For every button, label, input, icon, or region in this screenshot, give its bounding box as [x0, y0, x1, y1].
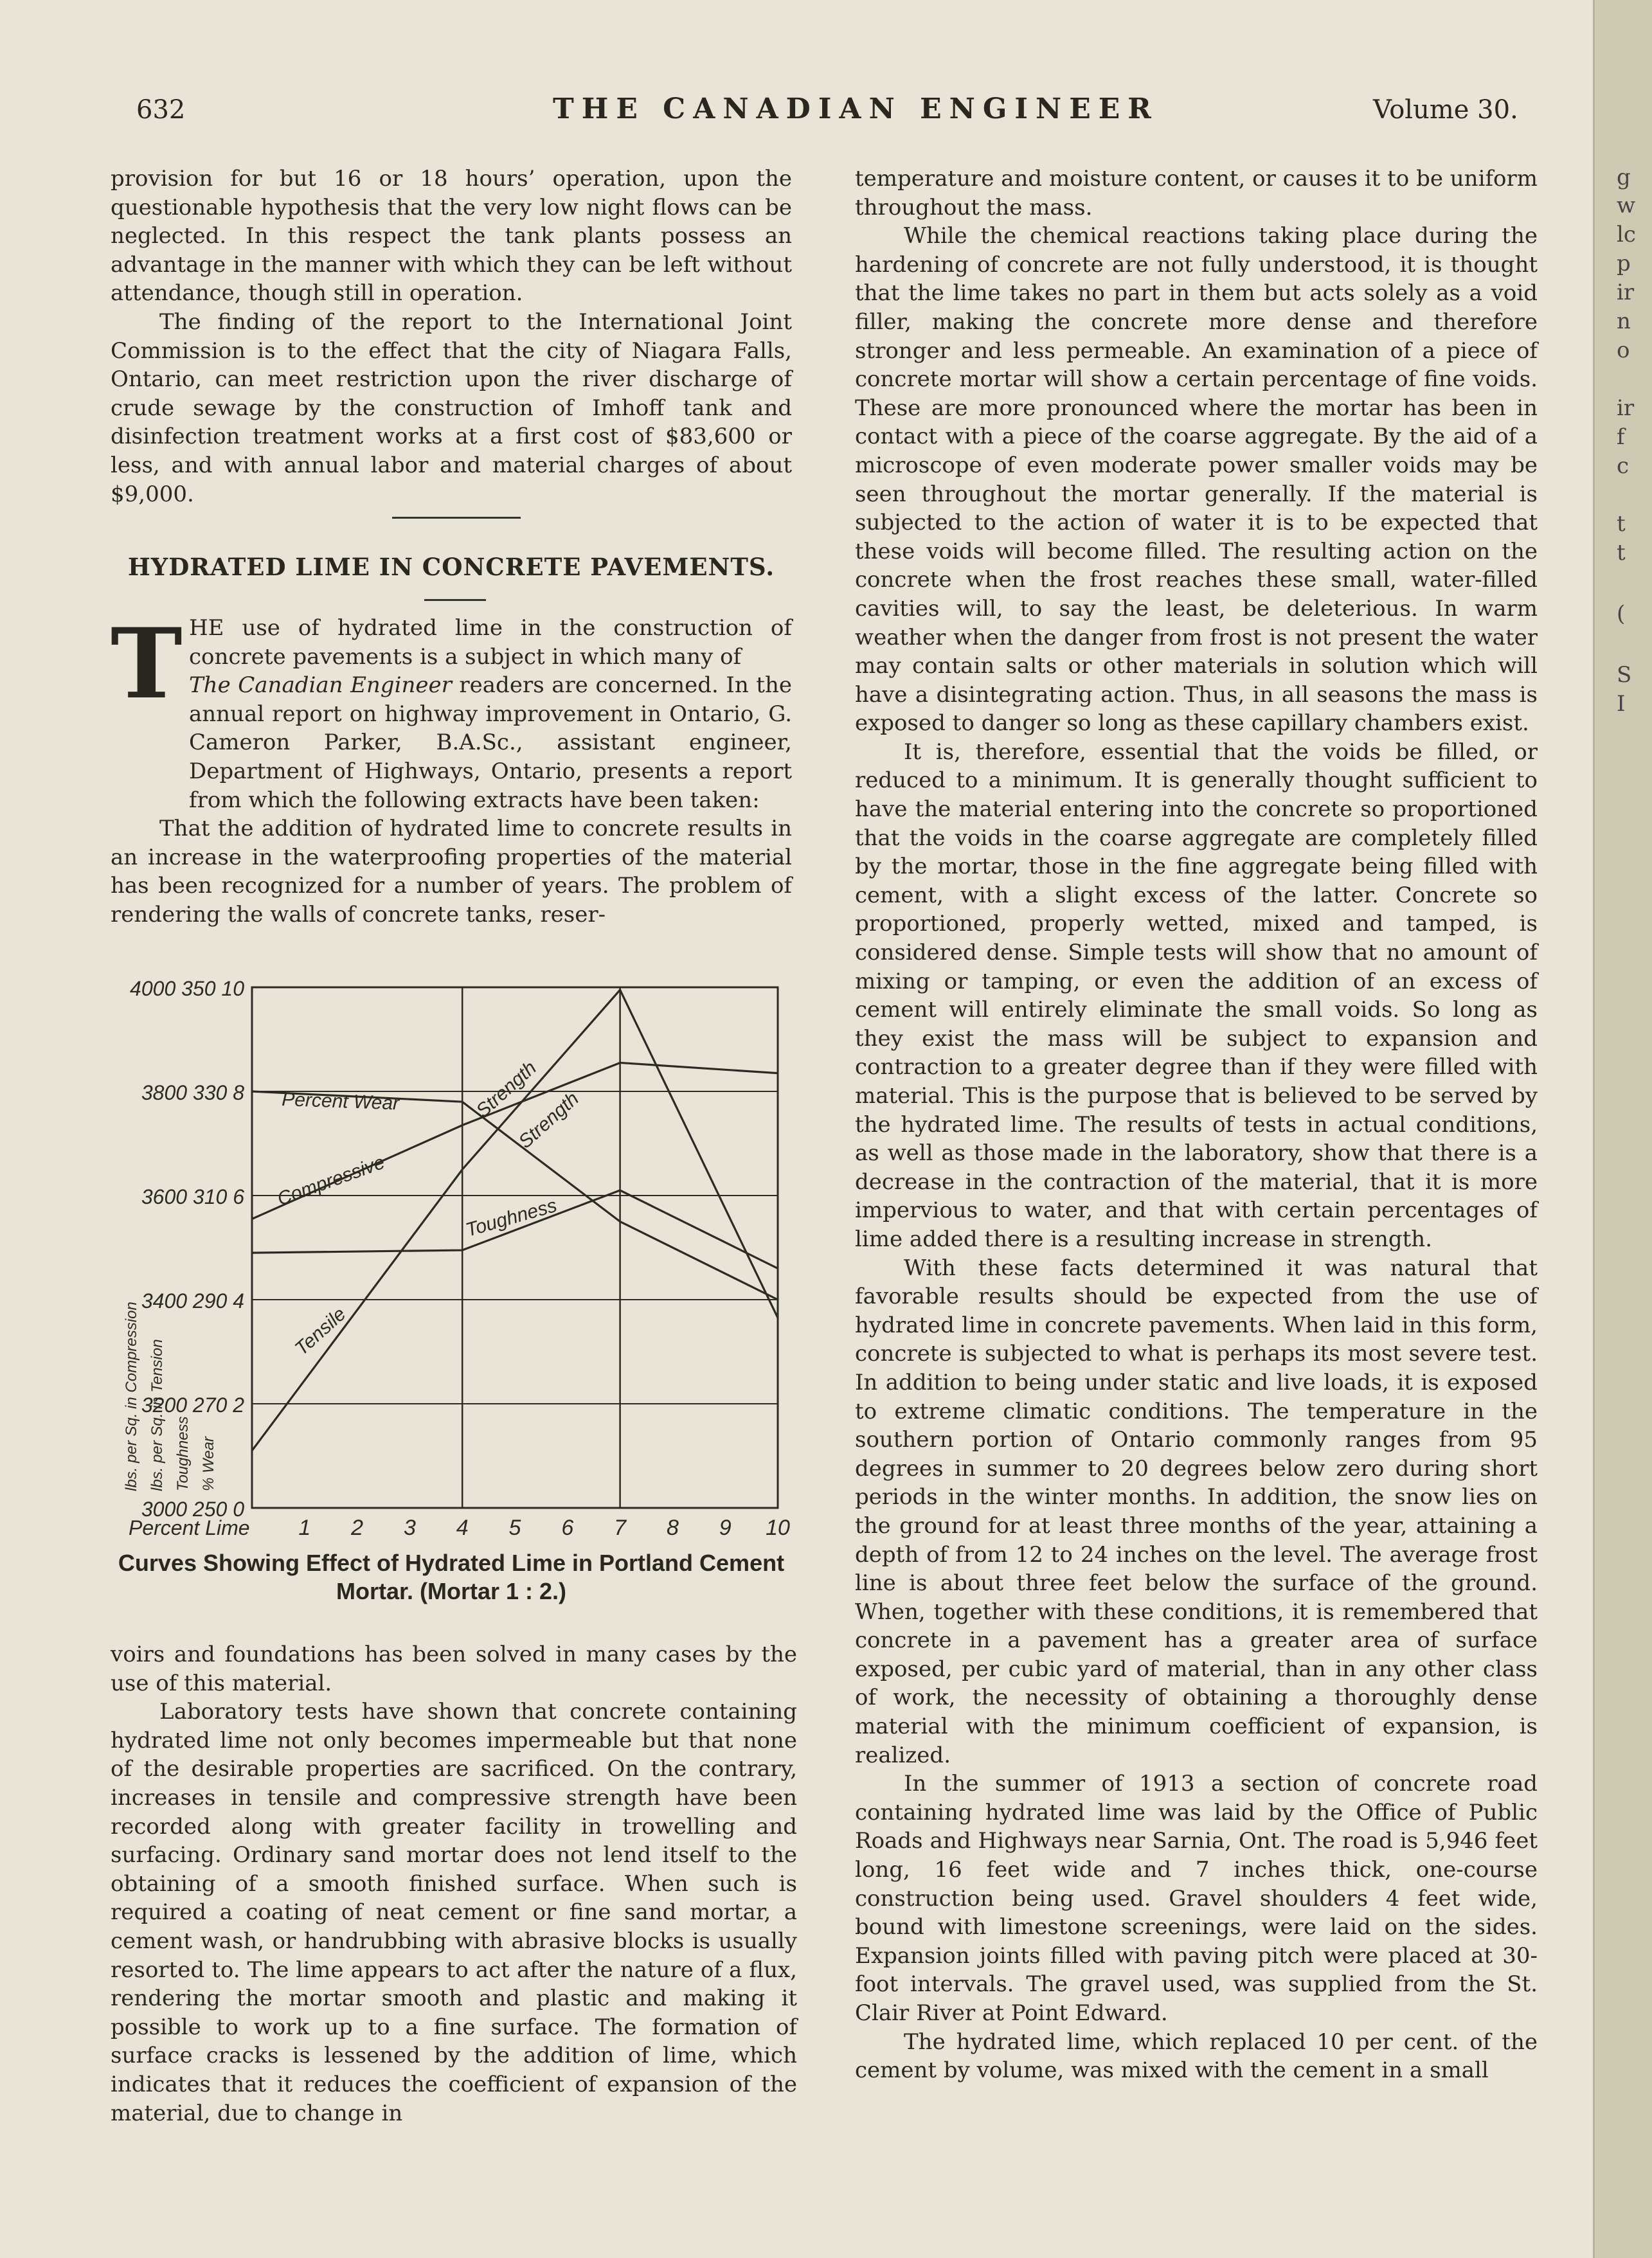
y-tick-label: 3400 290 4 — [141, 1289, 244, 1313]
adjacent-page-edge — [1593, 0, 1652, 2258]
paragraph: Laboratory tests have shown that concrete containing hydrated lime not only becomes impermeable but that none of the desirable properties are sacrificed. On the contrary, increases in tensile and compressive strength have been recorded along with greater facility in trowelling and surfacing. Ordinary sand mortar does not lend itself to the obtaining of a smooth finished surface. When such is required a coating of neat cement or fine sand mortar, a cement wash, or handrubbing with abrasive blocks is usually resorted to. The lime appears to act after the nature of a flux, rendering the mortar smooth and plastic and making it possible to work up to a fine surface. The formation of surface cracks is lessened by the addition of lime, which indicates that it reduces the coefficient of expansion of the material, due to change in — [111, 1699, 797, 2126]
edge-fragment: c — [1617, 453, 1630, 479]
series-label-toughness: Toughness — [463, 1194, 559, 1241]
x-tick-label: 4 — [456, 1516, 469, 1540]
paragraph: That the addition of hydrated lime to concrete results in an increase in the waterproofing properties of the material has been recognized for a number of years. The problem of rendering the walls of concrete tanks, reser- — [111, 816, 792, 927]
x-tick-label: 10 — [766, 1516, 790, 1540]
edge-fragment: w — [1617, 193, 1636, 219]
right-column — [855, 165, 1538, 2085]
series-line — [252, 1190, 778, 1269]
left-column-top — [111, 165, 792, 508]
x-tick-label: 6 — [561, 1516, 574, 1540]
edge-fragment: I — [1617, 691, 1626, 717]
paragraph: It is, therefore, essential that the voids be filled, or reduced to a minimum. It is generally thought sufficient to have the material entering into the concrete so proportioned that the voids in the coarse aggregate are completely filled by the mortar, those in the fine aggregate being filled with cement, with a slight excess of the latter. Concrete so proportioned, properly wetted, mixed and tamped, is considered dense. Simple tests will show that no amount of mixing or tamping, or even the addition of an excess of cement will entirely eliminate the small voids. So long as they exist the mass will be subject to expansion and contraction to a greater degree than if they were filled with material. This is the purpose that is believed to be served by the hydrated lime. The results of tests in actual conditions, as well as those made in the laboratory, show that there is a decrease in the contraction of the material, that it is more impervious to water, and that with certain percentages of lime added there is a resulting increase in strength. — [855, 739, 1538, 1252]
paragraph: temperature and moisture content, or causes it to be uniform throughout the mass. — [855, 166, 1538, 220]
edge-fragment: f — [1617, 424, 1625, 450]
edge-fragment: t — [1617, 511, 1626, 537]
y-tick-label: 3800 330 8 — [141, 1081, 244, 1104]
plot-frame — [252, 987, 778, 1508]
left-column-bottom — [111, 1640, 797, 2128]
edge-fragment: S — [1617, 662, 1632, 688]
x-tick-label: 7 — [614, 1516, 627, 1540]
edge-fragment: lc — [1617, 222, 1636, 247]
paragraph: In the summer of 1913 a section of concrete road containing hydrated lime was laid by the Office of Public Roads and Highways near Sarnia, Ont. The road is 5,946 feet long, 16 feet wide and 7 inches thick, one-course construction being used. Gravel shoulders 4 feet wide, bound with limestone screenings, were laid on the sides. Expansion joints filled with paving pitch were placed at 30-foot intervals. The gravel used, was supplied from the St. Clair River at Point Edward. — [855, 1771, 1538, 2026]
series-label-compressive: Compressive — [274, 1151, 388, 1210]
x-tick-label: 1 — [298, 1516, 311, 1540]
edge-fragment: o — [1617, 337, 1630, 363]
y-axis-label: Toughness — [174, 1416, 192, 1491]
x-tick-label: 3 — [403, 1516, 416, 1540]
y-axis-label: % Wear — [200, 1437, 217, 1491]
edge-fragment: p — [1617, 251, 1631, 276]
y-tick-label: 3200 270 2 — [141, 1393, 244, 1417]
page-number: 632 — [136, 95, 186, 125]
edge-fragment: ( — [1617, 601, 1626, 627]
edge-fragment: g — [1617, 165, 1631, 190]
paragraph: While the chemical reactions taking place during the hardening of concrete are not fully understood, it is thought that the lime takes no part in them but acts solely as a void filler, making the concrete more dense and therefore stronger and less permeable. An examination of a piece of concrete mortar will show a certain percentage of fine voids. These are more pronounced where the mortar has been in contact with a piece of the coarse aggregate. By the aid of a microscope of even moderate power smaller voids may be seen throughout the mortar generally. If the material is subjected to the action of water it is to be expected that these voids will become filled. The resulting action on the concrete when the frost reaches these small, water-filled cavities will, to say the least, be deleterious. In warm weather when the danger from frost is not present the water may contain salts or other materials in solution which will have a disintegrating action. Thus, in all seasons the mass is exposed to danger so long as these capillary chambers exist. — [855, 223, 1538, 737]
series-label-strength: Strength — [472, 1057, 541, 1122]
edge-fragment: ir — [1617, 395, 1635, 421]
y-tick-label: 3600 310 6 — [141, 1185, 244, 1208]
paragraph: provision for but 16 or 18 hours’ operation, upon the questionable hypothesis that the very low night flows can be neglected. In this respect the tank plants possess an advantage in the manner with which they can be left without attendance, though still in operation. — [111, 166, 792, 307]
edge-fragment: n — [1617, 309, 1631, 334]
journal-title: THE CANADIAN ENGINEER — [553, 93, 1159, 125]
figure-caption: Curves Showing Effect of Hydrated Lime in Portland Cement Mortar. (Mortar 1 : 2.) — [118, 1550, 785, 1604]
edge-fragment: t — [1617, 540, 1626, 566]
series-label-percent-wear: Percent Wear — [281, 1089, 400, 1115]
y-tick-label: 4000 350 10 — [130, 977, 244, 1000]
article-title: HYDRATED LIME IN CONCRETE PAVEMENTS. — [127, 553, 775, 581]
intro-first-line: HE use of hydrated lime in the construction of concrete pavements is a subject in which many of — [189, 615, 792, 670]
page-header — [0, 95, 1543, 134]
paragraph: The hydrated lime, which replaced 10 per cent. of the cement by volume, was mixed with the cement in a small — [855, 2029, 1538, 2084]
x-axis-label: Percent Lime — [129, 1516, 250, 1539]
edge-fragment: ir — [1617, 280, 1635, 305]
x-tick-label: 2 — [351, 1516, 364, 1540]
x-tick-label: 9 — [719, 1516, 732, 1540]
title-rule — [424, 599, 486, 601]
x-tick-label: 5 — [508, 1516, 521, 1540]
volume-label: Volume 30. — [1373, 95, 1518, 125]
journal-name-italic: The Canadian Engineer — [189, 672, 452, 699]
series-label-strength: Strength — [514, 1088, 583, 1153]
paragraph: With these facts determined it was natural that favorable results should be expected from the use of hydrated lime in concrete pavements. When laid in this form, concrete is subjected to what is perhaps its most severe test. In addition to being under static and live loads, it is exposed to extreme climatic conditions. The temperature in the southern portion of Ontario commonly ranges from 95 degrees in summer to 20 degrees below zero during short periods in the winter months. In addition, the snow lies on the ground for at least three months of the year, attaining a depth of from 12 to 24 inches on the level. The average frost line is about three feet below the surface of the ground. When, together with these conditions, it is remembered that concrete in a pavement has a greater area of surface exposed, per cubic yard of material, than in any other class of work, the necessity of obtaining a thoroughly dense material with the minimum coefficient of expansion, is realized. — [855, 1255, 1538, 1768]
y-axis-label: lbs. per Sq. in Tension — [148, 1339, 166, 1491]
drop-cap: T — [111, 607, 183, 721]
section-divider — [392, 517, 521, 519]
x-tick-label: 8 — [666, 1516, 679, 1540]
intro-continued: readers are concerned. In the annual report on highway improvement in Ontario, G. Cameron Parker, B.A.Sc., assistant engineer, Department of Highways, Ontario, presents a report from which the following extracts have been taken: — [189, 672, 792, 813]
article-intro — [111, 607, 792, 929]
series-line — [252, 1091, 778, 1300]
y-axis-label: lbs. per Sq. in Compression — [123, 1302, 140, 1491]
series-line — [252, 990, 778, 1451]
series-line — [252, 1062, 778, 1219]
paragraph: The finding of the report to the International Joint Commission is to the effect that the city of Niagara Falls, Ontario, can meet restriction upon the river discharge of crude sewage by the construction of Imhoff tank and disinfection treatment works at a first cost of $83,600 or less, and with annual labor and material charges of about $9,000. — [111, 309, 792, 507]
paragraph: voirs and foundations has been solved in many cases by the use of this material. — [111, 1642, 797, 1696]
y-tick-label: 3000 250 0 — [141, 1498, 244, 1521]
series-label-tensile: Tensile — [291, 1303, 350, 1360]
